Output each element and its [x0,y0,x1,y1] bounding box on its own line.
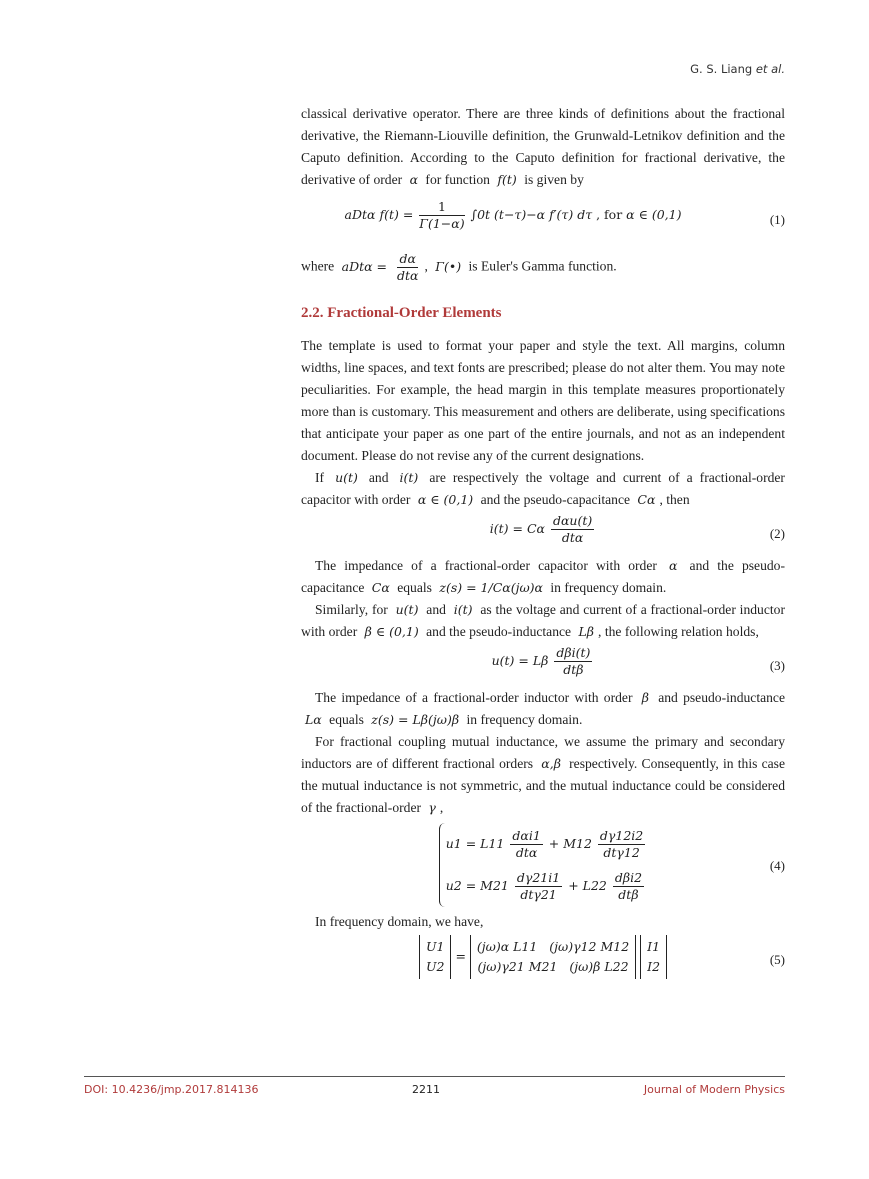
math-alpha-2: α [669,558,678,573]
para4-t3: equals [397,580,432,595]
eq5-I1: I1 [647,939,661,954]
eq5-I2: I2 [647,959,661,974]
para6-t4: in frequency domain. [466,712,583,727]
eq1-condition: α ∈ (0,1) [626,207,682,222]
para4-t4: in frequency domain. [550,580,667,595]
para6-t1: The impedance of a fractional-order inductor with order [315,690,633,705]
para1-text-a: classical derivative operator. There are three kinds of definitions about the fractional derivative, the Riemann-Liouville definition, the Grunwald-Letnikov definition and the Caputo definition. According to the Caputo definition for fractional derivative, the derivative of order [301,106,785,187]
eq4-system [439,823,648,907]
eq4-l2d2: dtβ [618,887,639,902]
eq5-vector-I [640,935,667,979]
para5-t3: as the voltage and current of a fractional-order inductor with order [301,602,785,639]
para5-t4: and the pseudo-inductance [426,624,572,639]
eq5-U1: U1 [425,939,445,954]
math-alpha-beta: α,β [541,756,561,771]
math-ut-2: u(t) [395,602,419,617]
page-number: 2211 [412,1083,440,1096]
equation-3 [301,643,785,687]
math-beta-cond: β ∈ (0,1) [364,624,419,639]
paragraph-template: The template is used to format your paper and style the text. All margins, column widths, line spaces, and text fonts are prescribed; please do not alter them. You may note peculiarities. For example, the head margin in this template measures proportionately more than is customary. This measurement and others are deliberate, using specifications that anticipate your paper as one part of the entire journals, and not as an independent document. Please do not revise any of the current designations. [301,338,785,463]
para4-t2: and the pseudo-capacitance [301,558,785,595]
equation-4 [301,819,785,911]
where-label: where [301,258,335,274]
eq4-l2n1: dγ21i1 [516,870,561,885]
eq4-l2n2: dβi2 [614,870,643,885]
eq4-l1n2: dγ12i2 [599,828,644,843]
eq3-lhs: u(t) = Lβ [491,653,549,668]
eq4-l1d2: dtγ12 [603,845,640,860]
para7-t1: For fractional coupling mutual inductance, we assume the primary and secondary inductors are of different fractional orders [301,734,785,771]
paragraph-caputo [301,103,785,191]
where-frac-den: dtα [397,268,419,283]
eq2-num: dαu(t) [552,513,593,528]
math-beta: β [641,690,649,705]
eq4-l1a: u1 = L11 [445,836,505,851]
eq5-a21: (jω)γ21 M21 [477,959,558,974]
body-top [301,103,785,284]
para6-t3: equals [329,712,364,727]
math-it: i(t) [399,470,419,485]
eq4-l1n1: dαi1 [512,828,541,843]
header-authors: G. S. Liang [690,62,753,76]
math-it-2: i(t) [453,602,473,617]
eq4-number: (4) [769,858,785,873]
math-alpha-cond: α ∈ (0,1) [417,492,474,507]
para5-t2: and [426,602,446,617]
eq4-l2d1: dtγ21 [520,887,557,902]
eq4-l2a: u2 = M21 [445,878,509,893]
doi-link[interactable]: DOI: 10.4236/jmp.2017.814136 [84,1083,259,1096]
paragraph-where: where aDtα = $\frac{d\alpha}{\text{dtα}}$ , Γ(•) is Euler's Gamma function. [301,251,617,283]
eq1-frac-den: Γ(1−α) [419,216,465,231]
para4-t1: The impedance of a fractional-order capacitor with order [315,558,657,573]
para5-t1: Similarly, for [315,602,388,617]
para3-t5: , then [659,492,690,507]
eq4-l1b: + M12 [548,836,592,851]
eq5-a22: (jω)β L22 [569,959,629,974]
math-L-beta: Lβ [578,624,595,639]
eq2-number: (2) [769,526,785,541]
eq2-lhs: i(t) = Cα [489,521,545,536]
paragraph-capacitor [301,467,785,511]
eq1-for: , for [596,207,623,222]
eq5-a11: (jω)α L11 [476,939,538,954]
where-operator: aDtα = [341,258,388,274]
eq1-lhs: aDtα f(t) = [344,207,414,222]
header-etal: et al. [755,62,785,76]
footer-rule [84,1076,785,1077]
equation-5 [301,933,785,987]
eq3-den: dtβ [563,662,584,677]
eq5-vector-U [419,935,452,979]
where-frac-num: dα [397,251,418,268]
eq3-num: dβi(t) [556,645,591,660]
math-L-alpha: Lα [305,712,322,727]
journal-name-link[interactable]: Journal of Modern Physics [643,1083,785,1096]
para7-t3: , [439,800,444,815]
eq5-a12: (jω)γ12 M12 [549,939,630,954]
para1-text-c: is given by [524,172,584,187]
paragraph-frequency-domain: In frequency domain, we have, [315,914,484,929]
eq1-frac-num: 1 [419,199,464,216]
paragraph-inductor [301,599,785,643]
para3-t2: and [368,470,389,485]
eq5-U2: U2 [425,959,445,974]
math-ft: f(t) [497,172,517,187]
math-alpha: α [409,172,419,187]
eq5-number: (5) [769,952,785,967]
math-z-capacitor: z(s) = 1/Cα(jω)α [439,580,543,595]
math-gamma-fn: Γ(•) [435,258,462,274]
eq2-den: dtα [561,530,584,545]
paragraph-mutual-inductance [301,731,785,819]
body-main [301,335,785,987]
eq4-l2b: + L22 [568,878,607,893]
para7-t2: respectively. Consequently, in this case the mutual inductance is not symmetric, and the mutual inductance could be considered of the fractional-order [301,756,785,815]
where-text: is Euler's Gamma function. [468,258,617,274]
eq4-l1d1: dtα [515,845,538,860]
para1-text-b: for function [425,172,490,187]
para6-t2: and pseudo-inductance [658,690,785,705]
paragraph-inductor-impedance [301,687,785,731]
para3-t3: are respectively the voltage and current of a fractional-order capacitor with order [301,470,785,507]
eq5-matrix [470,935,636,979]
math-ut: u(t) [335,470,358,485]
math-C-alpha-2: Cα [371,580,390,595]
para3-t1: If [315,470,325,485]
running-header [690,62,785,76]
eq3-number: (3) [769,658,785,673]
section-heading: 2.2. Fractional-Order Elements [301,305,502,321]
para5-t5: , the following relation holds, [598,624,759,639]
math-gamma: γ [428,800,436,815]
math-z-inductor: z(s) = Lβ(jω)β [371,712,460,727]
eq5-equals: = [455,948,466,964]
eq1-number: (1) [769,212,785,227]
para3-t4: and the pseudo-capacitance [480,492,631,507]
equation-2 [301,511,785,555]
eq1-integral: ∫0t (t−τ)−α f′(τ) dτ [470,207,593,222]
math-C-alpha: Cα [637,492,656,507]
equation-1 [301,197,785,247]
paragraph-capacitor-impedance [301,555,785,599]
